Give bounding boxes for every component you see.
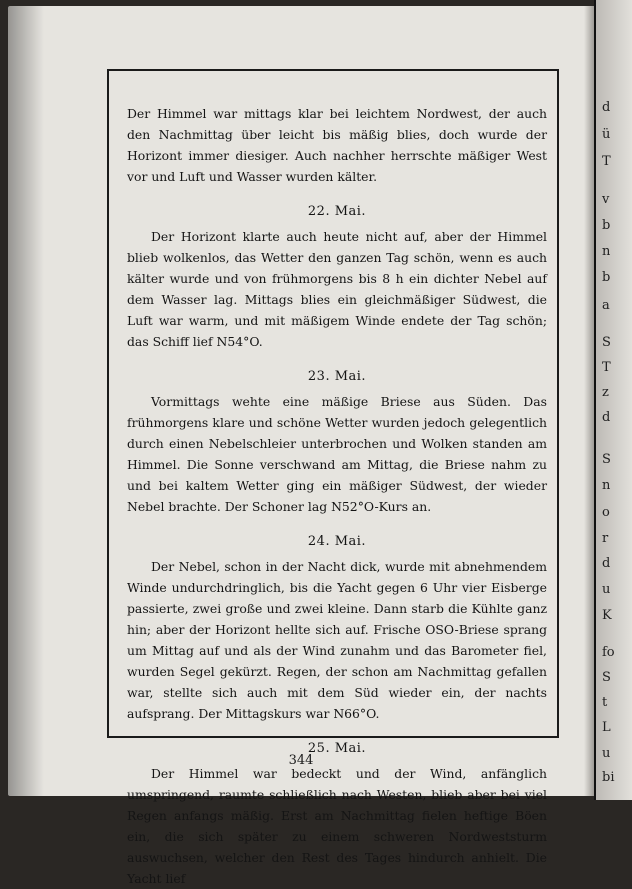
adjacent-page-fragment: bi: [602, 770, 615, 785]
adjacent-page-fragment: b: [602, 270, 611, 285]
adjacent-page-fragment: L: [602, 720, 611, 735]
log-paragraph: Der Horizont klarte auch heute nicht auf, aber der Himmel blieb wolkenlos, das Wetter den ganzen Tag schön, wenn es auch kälter wurde und von frühmorgens bis 8 h ein dichter Nebel auf dem Wasser lag. Mittags blies ein gleichmäßiger Südwest, die Luft war warm, und mit mäßigem Winde endete der Tag schön; das Schiff lief N54°O.: [127, 229, 547, 349]
adjacent-page-fragment: n: [602, 244, 611, 259]
adjacent-page-fragment: d: [602, 410, 611, 425]
adjacent-page-fragment: ü: [602, 127, 611, 142]
adjacent-page-fragment: n: [602, 478, 611, 493]
adjacent-page-fragment: r: [602, 531, 609, 546]
adjacent-page-fragment: o: [602, 505, 610, 520]
adjacent-page-fragment: z: [602, 385, 609, 400]
adjacent-page-edge: [596, 0, 632, 800]
adjacent-page-fragment: u: [602, 746, 611, 761]
adjacent-page-fragment: S: [602, 335, 611, 350]
entry-date-heading: 22. Mai.: [307, 204, 367, 219]
adjacent-page-fragment: T: [602, 154, 611, 169]
page-gutter: [584, 6, 594, 796]
adjacent-page-fragment: d: [602, 100, 611, 115]
adjacent-page-fragment: a: [602, 298, 610, 313]
page-number: 344: [288, 753, 314, 768]
adjacent-page-fragment: b: [602, 218, 611, 233]
entry-date-heading: 25. Mai.: [307, 741, 367, 756]
adjacent-page-fragment: fo: [602, 645, 615, 660]
page-body-text: [127, 103, 547, 889]
log-paragraph: Der Himmel war bedeckt und der Wind, anfänglich umspringend, raumte schließlich nach Westen, blieb aber bei viel Regen anfangs mäßig. Erst am Nachmittag fielen heftige Böen ein, die sich später zu einem schweren Nordweststurm auswuchsen, welcher den Rest des Tages hindurch anhielt. Die Yacht lief: [127, 766, 547, 886]
log-paragraph: Vormittags wehte eine mäßige Briese aus Süden. Das frühmorgens klare und schöne Wetter wurden jedoch gelegentlich durch einen Nebelschleier unterbrochen und Wolken standen am Himmel. Die Sonne verschwand am Mittag, die Briese nahm zu und bei kaltem Wetter ging ein mäßiger Südwest, der wieder Nebel brachte. Der Schoner lag N52°O-Kurs an.: [127, 394, 547, 514]
adjacent-page-fragment: u: [602, 582, 611, 597]
entry-date-heading: 24. Mai.: [307, 534, 367, 549]
adjacent-page-fragment: S: [602, 452, 611, 467]
adjacent-page-fragment: t: [602, 695, 608, 710]
adjacent-page-fragment: S: [602, 670, 611, 685]
adjacent-page-fragment: v: [602, 192, 610, 207]
adjacent-page-fragment: T: [602, 360, 611, 375]
adjacent-page-fragment: K: [602, 608, 612, 623]
log-paragraph: Der Nebel, schon in der Nacht dick, wurde mit abnehmendem Winde undurchdringlich, bis die Yacht gegen 6 Uhr vier Eisberge passierte, zwei große und zwei kleine. Dann starb die Kühlte ganz hin; aber der Horizont hellte sich auf. Frische OSO-Briese sprang um Mittag auf und als der Wind zunahm und das Barometer fiel, wurden Segel gekürzt. Regen, der schon am Nachmittag gefallen war, stellte sich auch mit dem Süd wieder ein, der nachts aufsprang. Der Mittagskurs war N66°O.: [127, 559, 547, 721]
entry-date-heading: 23. Mai.: [307, 369, 367, 384]
book-page: [8, 6, 594, 886]
page-left-shadow: [8, 6, 44, 796]
log-paragraph: Der Himmel war mittags klar bei leichtem Nordwest, der auch den Nachmittag über leicht bis mäßig blies, doch wurde der Horizont immer diesiger. Auch nachher herrschte mäßiger West vor und Luft und Wasser wurden kälter.: [127, 106, 547, 184]
adjacent-page-fragment: d: [602, 556, 611, 571]
